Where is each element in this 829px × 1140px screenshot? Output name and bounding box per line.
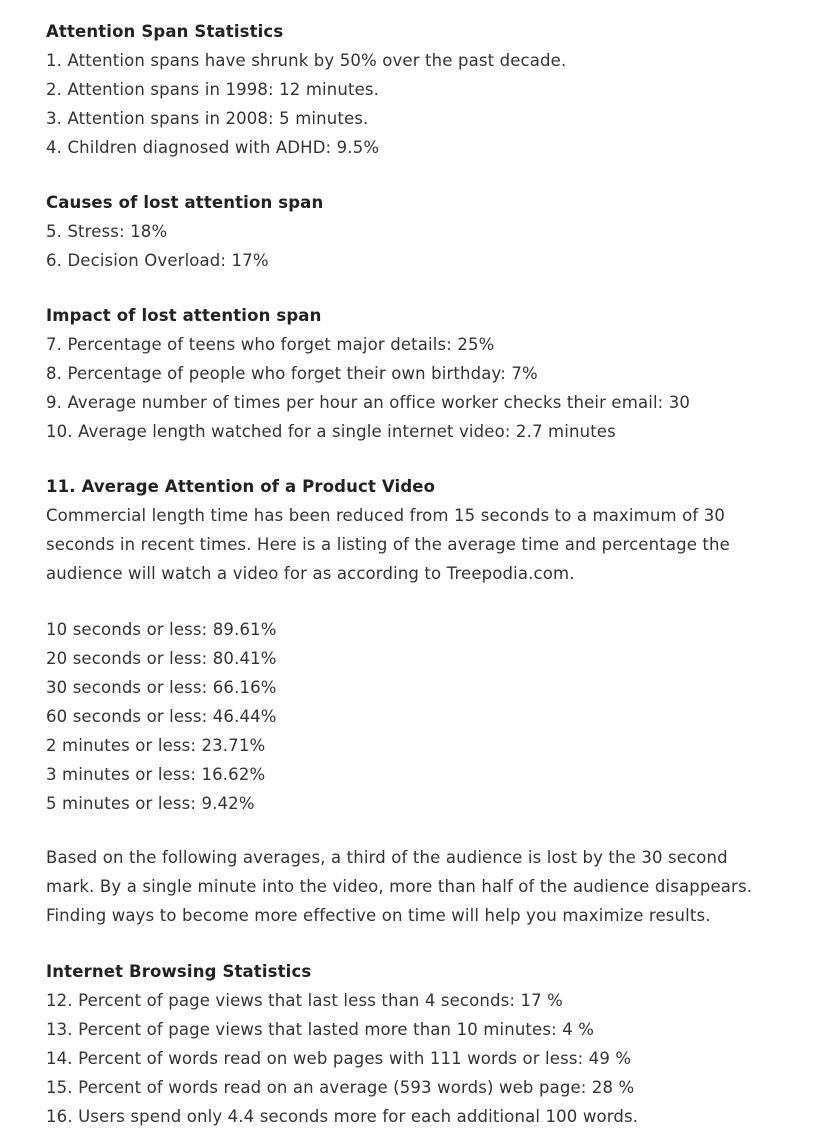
- list-item: 8. Percentage of people who forget their own birthday: 7%: [46, 364, 538, 383]
- paragraph-line: Finding ways to become more effective on time will help you maximize results.: [46, 906, 711, 925]
- paragraph-line: audience will watch a video for as according to Treepodia.com.: [46, 564, 575, 583]
- section-heading: Impact of lost attention span: [46, 306, 322, 325]
- paragraph-line: Based on the following averages, a third of the audience is lost by the 30 second: [46, 848, 728, 867]
- list-item: 30 seconds or less: 66.16%: [46, 678, 277, 697]
- product-video-section: [46, 472, 799, 588]
- list-item: 7. Percentage of teens who forget major details: 25%: [46, 335, 495, 354]
- paragraph-line: Commercial length time has been reduced from 15 seconds to a maximum of 30: [46, 506, 725, 525]
- list-item: 14. Percent of words read on web pages with 111 words or less: 49 %: [46, 1049, 632, 1068]
- list-item: 2 minutes or less: 23.71%: [46, 736, 266, 755]
- list-item: 20 seconds or less: 80.41%: [46, 649, 277, 668]
- list-item: 1. Attention spans have shrunk by 50% over the past decade.: [46, 51, 567, 70]
- list-item: 6. Decision Overload: 17%: [46, 251, 269, 270]
- impact-section: [46, 301, 799, 446]
- section-heading: Causes of lost attention span: [46, 193, 324, 212]
- list-item: 3 minutes or less: 16.62%: [46, 765, 266, 784]
- list-item: 4. Children diagnosed with ADHD: 9.5%: [46, 138, 380, 157]
- list-item: 5 minutes or less: 9.42%: [46, 794, 255, 813]
- browsing-section: [46, 957, 799, 1131]
- list-item: 13. Percent of page views that lasted more than 10 minutes: 4 %: [46, 1020, 595, 1039]
- causes-section: [46, 188, 799, 275]
- list-item: 9. Average number of times per hour an office worker checks their email: 30: [46, 393, 691, 412]
- list-item: 10 seconds or less: 89.61%: [46, 620, 277, 639]
- list-item: 15. Percent of words read on an average (593 words) web page: 28 %: [46, 1078, 635, 1097]
- section-heading: 11. Average Attention of a Product Video: [46, 477, 436, 496]
- paragraph-line: mark. By a single minute into the video, more than half of the audience disappears.: [46, 877, 753, 896]
- section-heading: Attention Span Statistics: [46, 22, 284, 41]
- duration-list: [46, 615, 799, 818]
- attention-span-statistics-section: [46, 17, 799, 162]
- list-item: 12. Percent of page views that last less than 4 seconds: 17 %: [46, 991, 563, 1010]
- summary-paragraph: [46, 843, 799, 930]
- list-item: 5. Stress: 18%: [46, 222, 168, 241]
- section-heading: Internet Browsing Statistics: [46, 962, 312, 981]
- list-item: 10. Average length watched for a single internet video: 2.7 minutes: [46, 422, 616, 441]
- list-item: 3. Attention spans in 2008: 5 minutes.: [46, 109, 369, 128]
- list-item: 60 seconds or less: 46.44%: [46, 707, 277, 726]
- list-item: 16. Users spend only 4.4 seconds more for each additional 100 words.: [46, 1107, 639, 1126]
- list-item: 2. Attention spans in 1998: 12 minutes.: [46, 80, 380, 99]
- paragraph-line: seconds in recent times. Here is a listing of the average time and percentage the: [46, 535, 730, 554]
